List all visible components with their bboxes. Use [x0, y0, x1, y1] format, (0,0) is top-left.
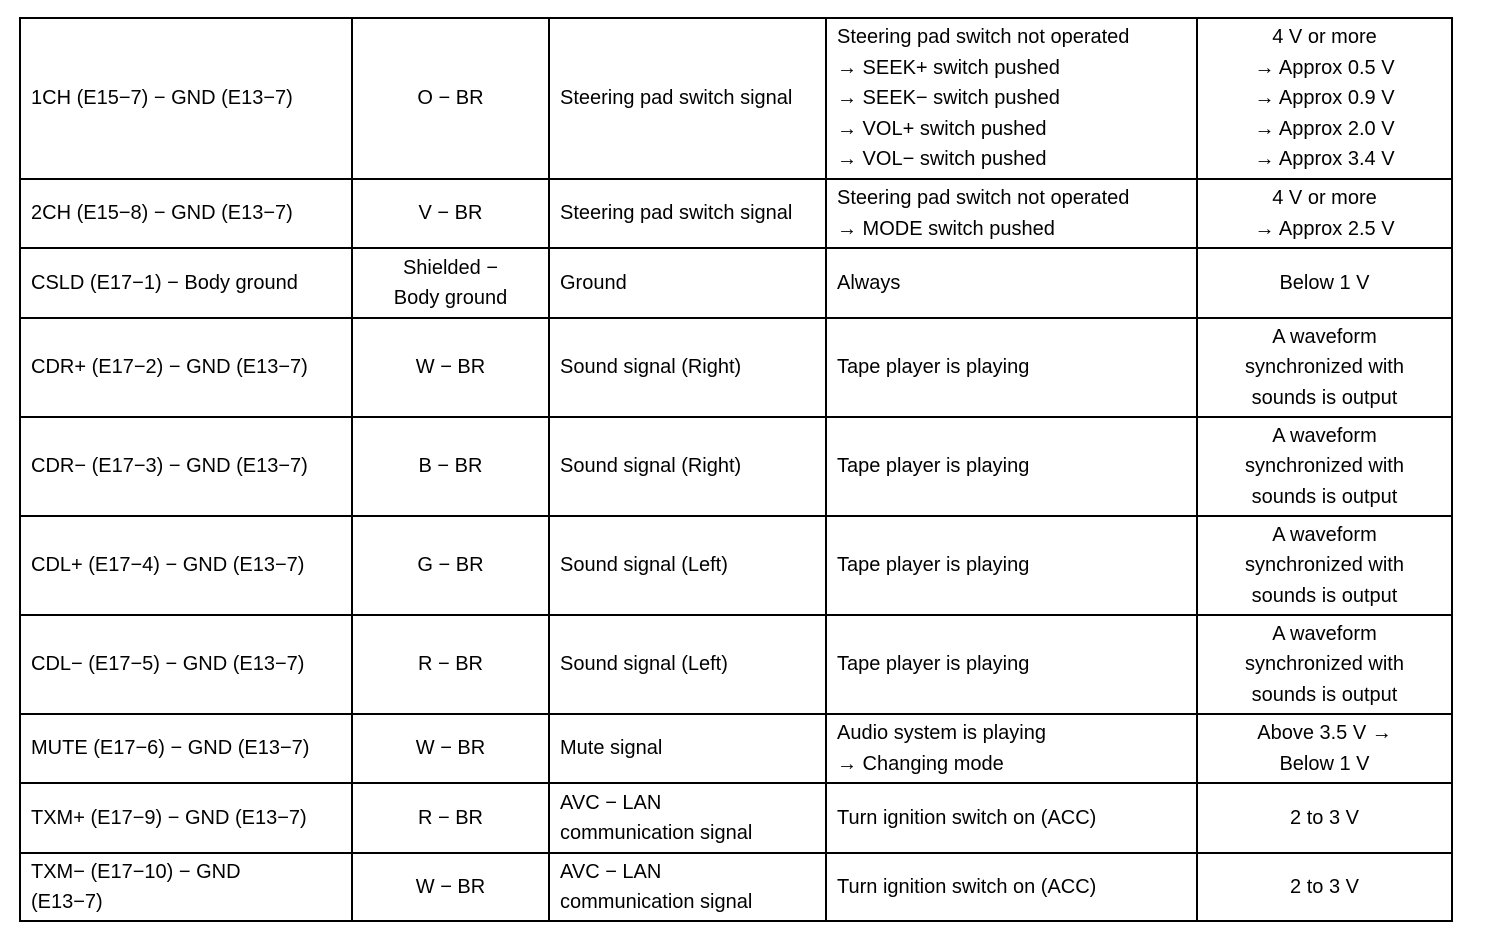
cell-line: synchronized with [1245, 554, 1404, 577]
wiring-color-cell [352, 853, 549, 921]
table-row [20, 248, 1452, 318]
description-cell [549, 516, 826, 615]
cell-line: synchronized with [1245, 653, 1404, 676]
cell-line: TXM− (E17−10) − GND [31, 860, 241, 883]
terminal-cell [20, 417, 352, 516]
cell-line: communication signal [560, 891, 753, 913]
wiring-color-cell [352, 615, 549, 714]
cell-line: Mute signal [560, 737, 663, 760]
cell-line: Steering pad switch signal [560, 202, 793, 225]
cell-line: Steering pad switch not operated [837, 26, 1130, 49]
cell-line: 1CH (E15−7) − GND (E13−7) [31, 87, 293, 110]
cell-line: CDL− (E17−5) − GND (E13−7) [31, 653, 305, 676]
cell-line: R − BR [417, 806, 484, 829]
description-cell [549, 179, 826, 248]
cell-line: sounds is output [1251, 386, 1398, 409]
table-row [20, 853, 1452, 921]
cell-line: sounds is output [1251, 683, 1398, 706]
cell-line: → VOL− switch pushed [837, 148, 1047, 171]
cell-line: → SEEK− switch pushed [837, 87, 1060, 110]
terminal-cell [20, 318, 352, 417]
condition-cell [826, 18, 1197, 179]
cell-line: Below 1 V [1279, 752, 1370, 775]
specified-condition-cell [1197, 318, 1452, 417]
wiring-color-cell [352, 248, 549, 318]
terminal-cell [20, 783, 352, 853]
specified-condition-cell [1197, 714, 1452, 783]
terminal-cell [20, 714, 352, 783]
table-row [20, 714, 1452, 783]
condition-cell [826, 783, 1197, 853]
cell-line: Tape player is playing [837, 455, 1030, 478]
cell-line: Audio system is playing [837, 722, 1046, 744]
specified-condition-cell [1197, 853, 1452, 921]
cell-line: → SEEK+ switch pushed [837, 56, 1060, 79]
terminal-cell [20, 615, 352, 714]
cell-line: AVC − LAN [560, 791, 662, 814]
cell-line: B − BR [418, 455, 483, 478]
cell-line: → Approx 0.9 V [1254, 87, 1395, 110]
cell-line: V − BR [418, 202, 483, 225]
wiring-color-cell [352, 714, 549, 783]
cell-line: → VOL+ switch pushed [837, 117, 1047, 140]
cell-line: TXM+ (E17−9) − GND (E13−7) [31, 806, 307, 829]
table-row [20, 615, 1452, 714]
cell-line: Tape player is playing [837, 356, 1030, 379]
cell-line: MUTE (E17−6) − GND (E13−7) [31, 737, 310, 760]
cell-line: → Approx 0.5 V [1254, 56, 1395, 79]
cell-line: 4 V or more [1272, 187, 1377, 209]
specified-condition-cell [1197, 615, 1452, 714]
description-cell [549, 714, 826, 783]
cell-line: Body ground [393, 287, 508, 309]
condition-cell [826, 248, 1197, 318]
description-cell [549, 417, 826, 516]
terminal-inspection-table [19, 17, 1453, 922]
cell-line: → Approx 2.5 V [1254, 217, 1395, 240]
cell-line: Sound signal (Left) [560, 653, 728, 676]
specified-condition-cell [1197, 248, 1452, 318]
cell-line: CSLD (E17−1) − Body ground [31, 271, 298, 294]
description-cell [549, 783, 826, 853]
cell-line: synchronized with [1245, 356, 1404, 379]
condition-cell [826, 853, 1197, 921]
description-cell [549, 318, 826, 417]
specified-condition-cell [1197, 18, 1452, 179]
condition-cell [826, 179, 1197, 248]
cell-line: sounds is output [1251, 485, 1398, 508]
cell-line: W − BR [415, 875, 486, 898]
cell-line: G − BR [417, 554, 484, 577]
cell-line: Sound signal (Right) [560, 356, 742, 379]
cell-line: Steering pad switch signal [560, 87, 793, 110]
wiring-color-cell [352, 318, 549, 417]
specified-condition-cell [1197, 516, 1452, 615]
cell-line: W − BR [415, 356, 486, 379]
cell-line: Tape player is playing [837, 554, 1030, 577]
cell-line: R − BR [417, 653, 484, 676]
description-cell [549, 18, 826, 179]
cell-line: AVC − LAN [560, 860, 662, 883]
cell-line: CDL+ (E17−4) − GND (E13−7) [31, 554, 305, 577]
table-row [20, 318, 1452, 417]
terminal-cell [20, 18, 352, 179]
condition-cell [826, 615, 1197, 714]
description-cell [549, 615, 826, 714]
cell-line: Turn ignition switch on (ACC) [837, 875, 1097, 898]
cell-line: A waveform [1272, 622, 1377, 645]
terminal-cell [20, 516, 352, 615]
cell-line: → Changing mode [837, 752, 1004, 775]
description-cell [549, 853, 826, 921]
specified-condition-cell [1197, 417, 1452, 516]
wiring-color-cell [352, 516, 549, 615]
cell-line: Sound signal (Left) [560, 554, 728, 577]
cell-line: → Approx 2.0 V [1254, 117, 1395, 140]
cell-line: 4 V or more [1272, 26, 1377, 49]
terminal-cell [20, 179, 352, 248]
terminal-cell [20, 248, 352, 318]
cell-line: Below 1 V [1279, 271, 1370, 294]
cell-line: synchronized with [1245, 455, 1404, 478]
cell-line: (E13−7) [31, 891, 103, 913]
cell-line: → Approx 3.4 V [1254, 148, 1395, 171]
cell-line: Turn ignition switch on (ACC) [837, 806, 1097, 829]
wiring-color-cell [352, 417, 549, 516]
cell-line: Sound signal (Right) [560, 455, 742, 478]
cell-line: sounds is output [1251, 584, 1398, 607]
condition-cell [826, 516, 1197, 615]
cell-line: 2 to 3 V [1290, 875, 1359, 898]
table-row [20, 179, 1452, 248]
cell-line: Shielded − [402, 256, 499, 279]
cell-line: O − BR [417, 87, 484, 110]
cell-line: Above 3.5 V → [1257, 722, 1392, 744]
specified-condition-cell [1197, 783, 1452, 853]
table-row [20, 516, 1452, 615]
cell-line: Steering pad switch not operated [837, 187, 1130, 209]
condition-cell [826, 318, 1197, 417]
condition-cell [826, 417, 1197, 516]
cell-line: Ground [560, 271, 627, 294]
table-row [20, 417, 1452, 516]
specified-condition-cell [1197, 179, 1452, 248]
cell-line: CDR+ (E17−2) − GND (E13−7) [31, 356, 308, 379]
cell-line: → MODE switch pushed [837, 217, 1055, 240]
cell-line: A waveform [1272, 523, 1377, 546]
description-cell [549, 248, 826, 318]
cell-line: CDR− (E17−3) − GND (E13−7) [31, 455, 308, 478]
terminal-cell [20, 853, 352, 921]
condition-cell [826, 714, 1197, 783]
wiring-color-cell [352, 179, 549, 248]
cell-line: 2CH (E15−8) − GND (E13−7) [31, 202, 293, 225]
cell-line: W − BR [415, 737, 486, 760]
table-row [20, 18, 1452, 179]
wiring-color-cell [352, 783, 549, 853]
cell-line: communication signal [560, 822, 753, 844]
table-body [20, 18, 1452, 921]
cell-line: A waveform [1272, 325, 1377, 348]
cell-line: Always [837, 271, 901, 294]
cell-line: Tape player is playing [837, 653, 1030, 676]
table-row [20, 783, 1452, 853]
cell-line: A waveform [1272, 424, 1377, 447]
cell-line: 2 to 3 V [1290, 806, 1359, 829]
wiring-color-cell [352, 18, 549, 179]
